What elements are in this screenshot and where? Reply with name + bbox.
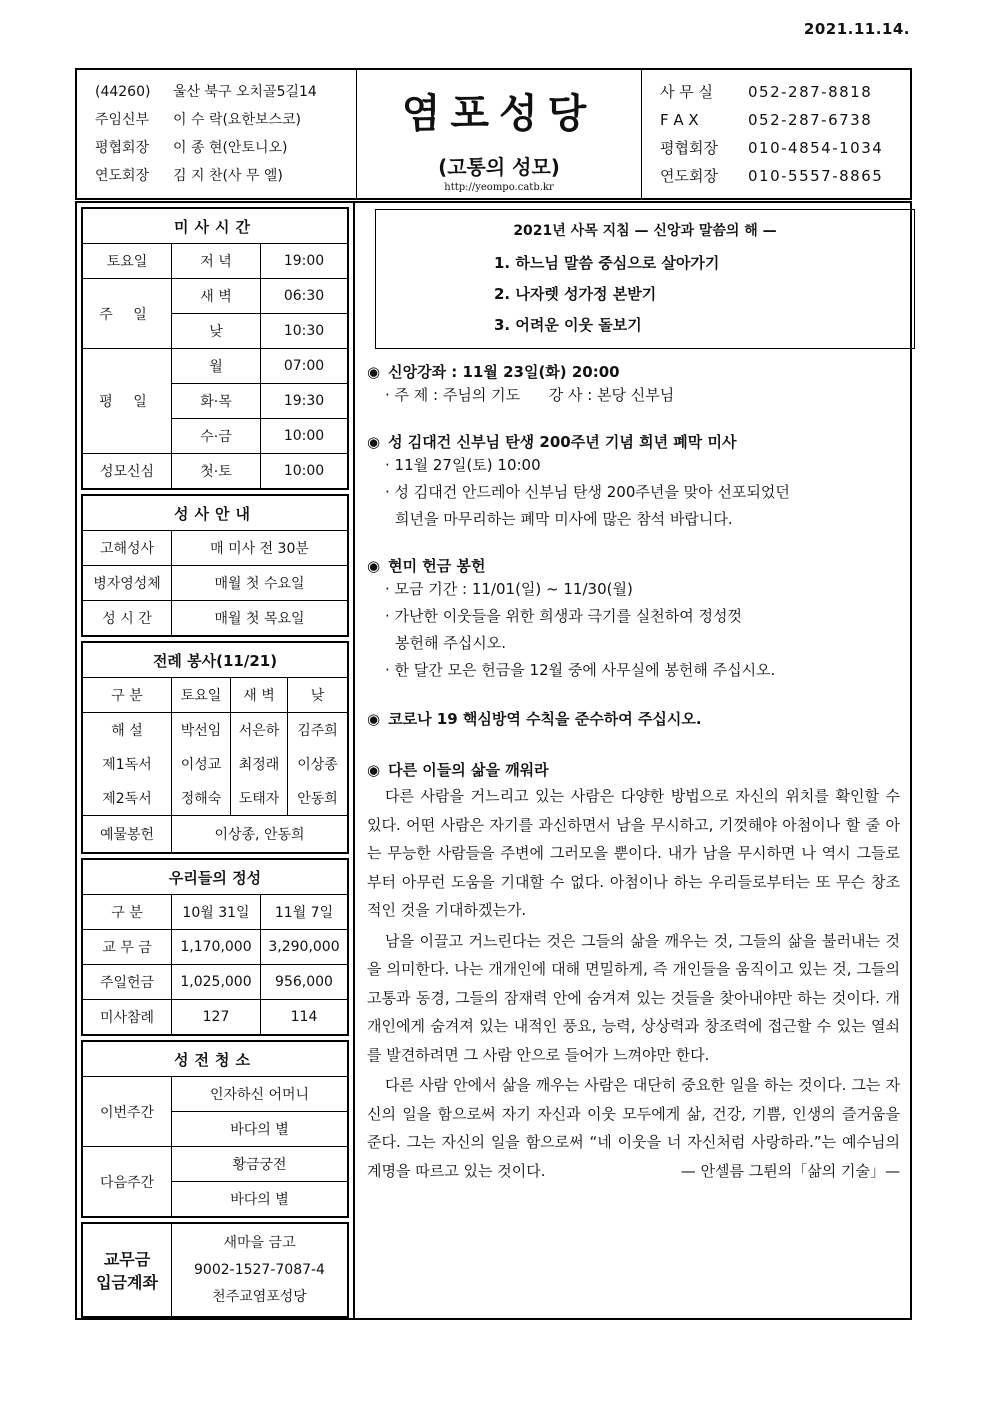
sidebar bbox=[77, 203, 355, 1318]
liturgy-service-table bbox=[81, 641, 349, 854]
table-row: 성 시 간 매월 첫 목요일 bbox=[82, 601, 348, 637]
donation-table bbox=[81, 858, 349, 1036]
table-row: 바다의 별 bbox=[82, 1112, 348, 1147]
notice-covid: ◉ 코로나 19 핵심방역 수칙을 준수하여 주십시오. bbox=[367, 710, 702, 728]
donation-title: 우리들의 정성 bbox=[82, 859, 348, 895]
essay-paragraph: 다른 사람을 거느리고 있는 사람은 다양한 방법으로 자신의 위치를 확인할 수 있다. 어떤 사람은 자기를 과신하면서 남을 무시하고, 기껏해야 아첨이나 할 줄 아는 무능한 사람들을 주변에 그러모을 뿐이다. 내가 남을 무시하면 나 역시 그들로부터 아무런 도움을 기대할 수 없다. 아첨이나 하는 우리들로부터는 또 무슨 창조적인 것을 기대하겠는가. bbox=[367, 787, 900, 919]
table-row: 고해성사 매 미사 전 30분 bbox=[82, 531, 348, 566]
parish-subtitle: (고통의 성모) bbox=[438, 155, 560, 179]
table-row: 구 분 10월 31일 11월 7일 bbox=[82, 895, 348, 930]
council-head-row: 평협회장 이 종 현(안토니오) bbox=[95, 140, 288, 156]
notice-jubilee-mass: ◉ 성 김대건 신부님 탄생 200주년 기념 희년 폐막 미사 · 11월 27일(토) 10:00 · 성 김대건 안드레아 신부님 탄생 200주년을 맞아 선포되었던 희년을 마무리하는 폐막 미사에 많은 참석 바랍니다. bbox=[367, 433, 790, 528]
essay-section: ◉ 다른 이들의 삶을 깨워라 다른 사람을 거느리고 있는 사람은 다양한 방법으로 자신의 위치를 확인할 수 있다. 어떤 사람은 자기를 과신하면서 남을 무시하고, 기껏해야 아첨이나 할 줄 아는 무능한 사람들을 주변에 그러모을 뿐이다. 내가 남을 무시하면 나 역시 그들로부터 아무런 도움을 기대할 수 없다. 아첨이나 하는 우리들로부터는 또 무슨 창조적인 것을 기대하겠는가. 남을 이끌고 거느린다는 것은 그들의 삶을 깨우는 것, 그들의 삶을 불러내는 것을 의미한다. 나는 개개인에 대해 면밀하게, 즉 개인들을 움직이고 있는 것, 그들의 고통과 동경, 그들의 잠재력 안에 숨겨져 있는 것들을 찾아내야만 하는 것이다. 개개인에게 숨겨져 있는 내적인 풍요, 능력, 상상력과 창조력에 접근할 수 있는 열쇠를 발견하려면 그 사람 안으로 들어가 느껴야만 한다. 다른 사람 안에서 삶을 깨우는 사람은 대단히 중요한 일을 하는 것이다. 그는 자신의 일을 함으로써 자기 자신과 이웃 모두에게 삶, 건강, 기쁨, 인생의 즐거움을 준다. 그는 자신의 일을 함으로써 “네 이웃을 너 자신처럼 사랑하라.”는 예수님의 계명을 따르고 있는 것이다. — 안셀름 그륀의「삶의 기술」— bbox=[367, 759, 900, 1185]
parish-title: 염포성당 bbox=[401, 91, 597, 137]
table-row: 이번주간 인자하신 어머니 bbox=[82, 1077, 348, 1112]
bullet-icon: ◉ bbox=[367, 433, 381, 451]
table-row: 교 무 금 1,170,000 3,290,000 bbox=[82, 930, 348, 965]
bullet-icon: ◉ bbox=[367, 363, 381, 381]
notice-faith-lecture: ◉ 신앙강좌 : 11월 23일(화) 20:00 · 주 제 : 주님의 기도 강 사 : 본당 신부님 bbox=[367, 363, 675, 404]
prayer-phone-row: 연도회장 010-5557-8865 bbox=[660, 167, 884, 185]
essay-paragraph: 다른 사람 안에서 삶을 깨우는 사람은 대단히 중요한 일을 하는 것이다. 그는 자신의 일을 함으로써 자기 자신과 이웃 모두에게 삶, 건강, 기쁨, 인생의 즐거움을 준다. 그는 자신의 일을 함으로써 “네 이웃을 너 자신처럼 사랑하라.”는 예수님의 계명을 따르고 있는 것이다. bbox=[367, 1076, 900, 1180]
table-row: 낮 10:30 bbox=[82, 314, 348, 349]
table-row: 수·금 10:00 bbox=[82, 419, 348, 454]
cleaning-table bbox=[81, 1040, 349, 1218]
fax-row: F A X 052-287-6738 bbox=[660, 111, 873, 129]
table-row: 바다의 별 bbox=[82, 1182, 348, 1218]
bullet-icon: ◉ bbox=[367, 761, 381, 779]
main-content bbox=[355, 203, 910, 1318]
table-row: 다음주간 황금궁전 bbox=[82, 1147, 348, 1182]
guideline-item: 2. 나자렛 성가정 본받기 bbox=[494, 285, 657, 303]
guideline-item: 1. 하느님 말씀 중심으로 살아가기 bbox=[494, 254, 720, 272]
table-row: 주일헌금 1,025,000 956,000 bbox=[82, 965, 348, 1000]
essay-credit: — 안셀름 그륀의「삶의 기술」— bbox=[680, 1161, 900, 1180]
account-table bbox=[81, 1222, 349, 1318]
parish-info bbox=[77, 70, 357, 198]
contact-info bbox=[642, 70, 910, 198]
table-row: 주 일 새 벽 06:30 bbox=[82, 279, 348, 314]
table-row: 예물봉헌 이상종, 안동희 bbox=[82, 816, 348, 854]
bullet-icon: ◉ bbox=[367, 557, 381, 575]
sacrament-title: 성사안내 bbox=[82, 495, 348, 531]
table-row: 화·목 19:30 bbox=[82, 384, 348, 419]
liturgy-title: 전례 봉사(11/21) bbox=[82, 642, 348, 678]
council-phone-row: 평협회장 010-4854-1034 bbox=[660, 139, 884, 157]
bulletin-body bbox=[75, 201, 912, 1320]
masthead bbox=[75, 68, 912, 200]
notice-rice-offering: ◉ 현미 헌금 봉헌 · 모금 기간 : 11/01(일) ~ 11/30(월) · 가난한 이웃들을 위한 희생과 극기를 실천하여 정성껏 봉헌해 주십시오. · 한 달간 모은 헌금을 12월 중에 사무실에 봉헌해 주십시오. bbox=[367, 557, 776, 679]
table-row: 구 분 토요일 새 벽 낮 bbox=[82, 678, 348, 713]
guideline-item: 3. 어려운 이웃 돌보기 bbox=[494, 316, 642, 334]
bullet-icon: ◉ bbox=[367, 710, 381, 728]
table-row: 해 설 박선임 서은하 김주희 bbox=[82, 713, 348, 748]
prayer-head-row: 연도회장 김 지 찬(사 무 엘) bbox=[95, 168, 283, 184]
table-row: 제1독서 이성교 최정래 이상종 bbox=[82, 747, 348, 781]
guideline-title: 2021년 사목 지침 — 신앙과 말씀의 해 — bbox=[513, 223, 777, 239]
mass-times-table bbox=[81, 207, 349, 490]
table-row: 교무금 입금계좌 새마을 금고 9002-1527-7087-4 천주교염포성당 bbox=[82, 1223, 348, 1317]
table-row: 토요일 저 녁 19:00 bbox=[82, 244, 348, 279]
essay-paragraph: 남을 이끌고 거느린다는 것은 그들의 삶을 깨우는 것, 그들의 삶을 불러내는 것을 의미한다. 나는 개개인에 대해 면밀하게, 즉 개인들을 움직이고 있는 것, 그들의 고통과 동경, 그들의 잠재력 안에 숨겨져 있는 것들을 찾아내야만 하는 것이다. 개개인에게 숨겨져 있는 내적인 풍요, 능력, 상상력과 창조력에 접근할 수 있는 열쇠를 발견하려면 그 사람 안으로 들어가 느껴야만 한다. bbox=[367, 931, 900, 1064]
issue-date: 2021.11.14. bbox=[803, 20, 910, 38]
parish-title-block bbox=[357, 70, 642, 198]
pastor-row: 주임신부 이 수 락(요한보스코) bbox=[95, 112, 302, 128]
table-row: 성모신심 첫·토 10:00 bbox=[82, 454, 348, 490]
office-phone-row: 사 무 실 052-287-8818 bbox=[660, 83, 873, 101]
pastoral-guideline-box bbox=[375, 209, 915, 349]
table-row: 평 일 월 07:00 bbox=[82, 349, 348, 384]
table-row: 미사참례 127 114 bbox=[82, 1000, 348, 1036]
table-row: 제2독서 정해숙 도태자 안동희 bbox=[82, 781, 348, 816]
parish-url[interactable]: http://yeompo.catb.kr bbox=[444, 182, 554, 193]
table-row: 병자영성체 매월 첫 수요일 bbox=[82, 566, 348, 601]
sacrament-table bbox=[81, 494, 349, 637]
mass-times-title: 미사시간 bbox=[82, 208, 348, 244]
address-row: (44260) 울산 북구 오치골5길14 bbox=[95, 84, 317, 100]
cleaning-title: 성전청소 bbox=[82, 1041, 348, 1077]
